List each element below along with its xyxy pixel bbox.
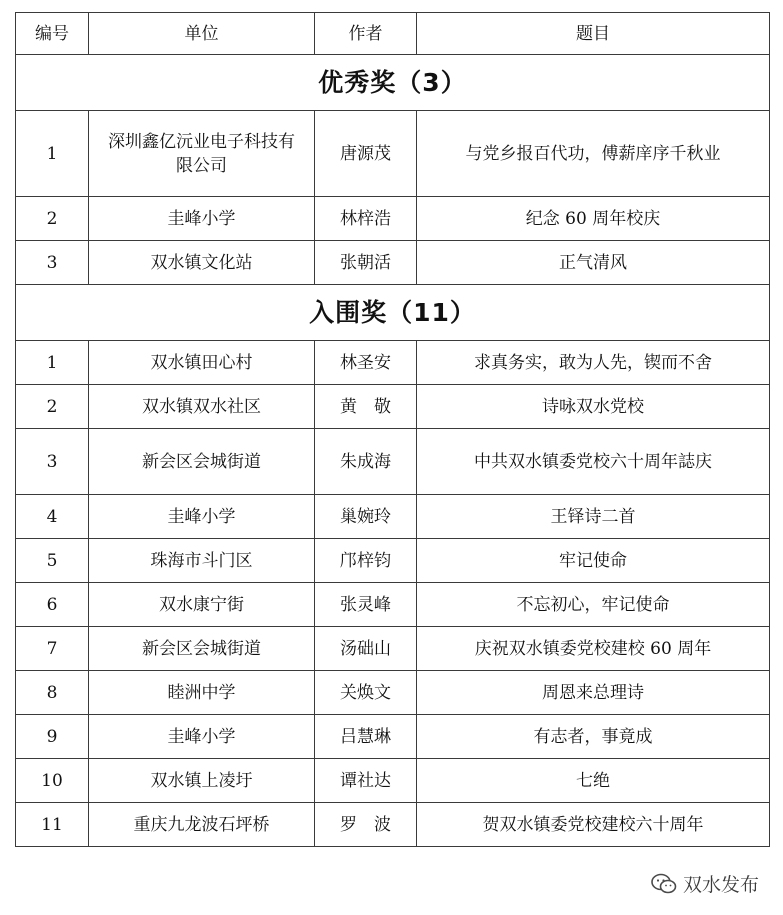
header-unit: 单位 bbox=[89, 13, 315, 55]
cell-title: 庆祝双水镇委党校建校 60 周年 bbox=[417, 627, 770, 671]
cell-unit: 双水康宁街 bbox=[89, 583, 315, 627]
cell-author: 谭社达 bbox=[315, 759, 417, 803]
table-row bbox=[16, 241, 770, 285]
section-title-excellence: 优秀奖（3） bbox=[16, 55, 770, 111]
cell-number: 1 bbox=[16, 341, 89, 385]
cell-number: 3 bbox=[16, 241, 89, 285]
cell-author: 林梓浩 bbox=[315, 197, 417, 241]
cell-title: 中共双水镇委党校六十周年誌庆 bbox=[417, 429, 770, 495]
cell-author: 关焕文 bbox=[315, 671, 417, 715]
cell-number: 11 bbox=[16, 803, 89, 847]
table-row bbox=[16, 341, 770, 385]
cell-unit: 双水镇田心村 bbox=[89, 341, 315, 385]
cell-unit: 深圳鑫亿沅业电子科技有限公司 bbox=[89, 111, 315, 197]
table-row bbox=[16, 759, 770, 803]
watermark-text: 双水发布 bbox=[682, 874, 759, 896]
cell-title: 求真务实，敢为人先，锲而不舍 bbox=[417, 341, 770, 385]
cell-unit: 重庆九龙波石坪桥 bbox=[89, 803, 315, 847]
cell-author: 邝梓钧 bbox=[315, 539, 417, 583]
cell-title: 不忘初心，牢记使命 bbox=[417, 583, 770, 627]
cell-number: 2 bbox=[16, 385, 89, 429]
cell-title: 正气清风 bbox=[417, 241, 770, 285]
table-row bbox=[16, 495, 770, 539]
cell-unit: 新会区会城街道 bbox=[89, 429, 315, 495]
table-row bbox=[16, 111, 770, 197]
cell-title: 诗咏双水党校 bbox=[417, 385, 770, 429]
cell-number: 10 bbox=[16, 759, 89, 803]
cell-author: 巢婉玲 bbox=[315, 495, 417, 539]
table-row bbox=[16, 583, 770, 627]
publisher-watermark bbox=[651, 870, 759, 897]
table-row bbox=[16, 197, 770, 241]
cell-number: 1 bbox=[16, 111, 89, 197]
cell-title: 纪念 60 周年校庆 bbox=[417, 197, 770, 241]
cell-unit: 双水镇文化站 bbox=[89, 241, 315, 285]
cell-number: 7 bbox=[16, 627, 89, 671]
header-title: 题目 bbox=[417, 13, 770, 55]
section-heading-row bbox=[16, 285, 770, 341]
table-row bbox=[16, 627, 770, 671]
cell-unit: 圭峰小学 bbox=[89, 197, 315, 241]
table-row bbox=[16, 429, 770, 495]
table-row bbox=[16, 671, 770, 715]
cell-title: 有志者，事竟成 bbox=[417, 715, 770, 759]
table-row bbox=[16, 715, 770, 759]
cell-unit: 双水镇双水社区 bbox=[89, 385, 315, 429]
awards-table bbox=[15, 12, 770, 847]
cell-unit: 新会区会城街道 bbox=[89, 627, 315, 671]
cell-number: 9 bbox=[16, 715, 89, 759]
header-number: 编号 bbox=[16, 13, 89, 55]
cell-title: 周恩来总理诗 bbox=[417, 671, 770, 715]
cell-title: 贺双水镇委党校建校六十周年 bbox=[417, 803, 770, 847]
cell-number: 6 bbox=[16, 583, 89, 627]
table-header-row bbox=[16, 13, 770, 55]
header-author: 作者 bbox=[315, 13, 417, 55]
cell-unit: 睦洲中学 bbox=[89, 671, 315, 715]
cell-unit: 圭峰小学 bbox=[89, 715, 315, 759]
cell-title: 七绝 bbox=[417, 759, 770, 803]
cell-title: 与党乡报百代功，傅薪庠序千秋业 bbox=[417, 111, 770, 197]
cell-author: 林圣安 bbox=[315, 341, 417, 385]
cell-unit: 圭峰小学 bbox=[89, 495, 315, 539]
cell-title: 王铎诗二首 bbox=[417, 495, 770, 539]
cell-author: 张灵峰 bbox=[315, 583, 417, 627]
cell-author: 唐源茂 bbox=[315, 111, 417, 197]
cell-author: 朱成海 bbox=[315, 429, 417, 495]
cell-number: 5 bbox=[16, 539, 89, 583]
section-heading-row bbox=[16, 55, 770, 111]
cell-number: 3 bbox=[16, 429, 89, 495]
cell-author: 罗 波 bbox=[315, 803, 417, 847]
table-row bbox=[16, 539, 770, 583]
cell-author: 吕慧琳 bbox=[315, 715, 417, 759]
section-title-finalist: 入围奖（11） bbox=[16, 285, 770, 341]
cell-author: 黄 敬 bbox=[315, 385, 417, 429]
cell-unit: 双水镇上凌圩 bbox=[89, 759, 315, 803]
table-row bbox=[16, 385, 770, 429]
cell-number: 4 bbox=[16, 495, 89, 539]
table-row bbox=[16, 803, 770, 847]
cell-number: 8 bbox=[16, 671, 89, 715]
cell-author: 张朝活 bbox=[315, 241, 417, 285]
wechat-icon bbox=[651, 873, 677, 895]
cell-author: 汤础山 bbox=[315, 627, 417, 671]
cell-title: 牢记使命 bbox=[417, 539, 770, 583]
cell-unit: 珠海市斗门区 bbox=[89, 539, 315, 583]
cell-number: 2 bbox=[16, 197, 89, 241]
